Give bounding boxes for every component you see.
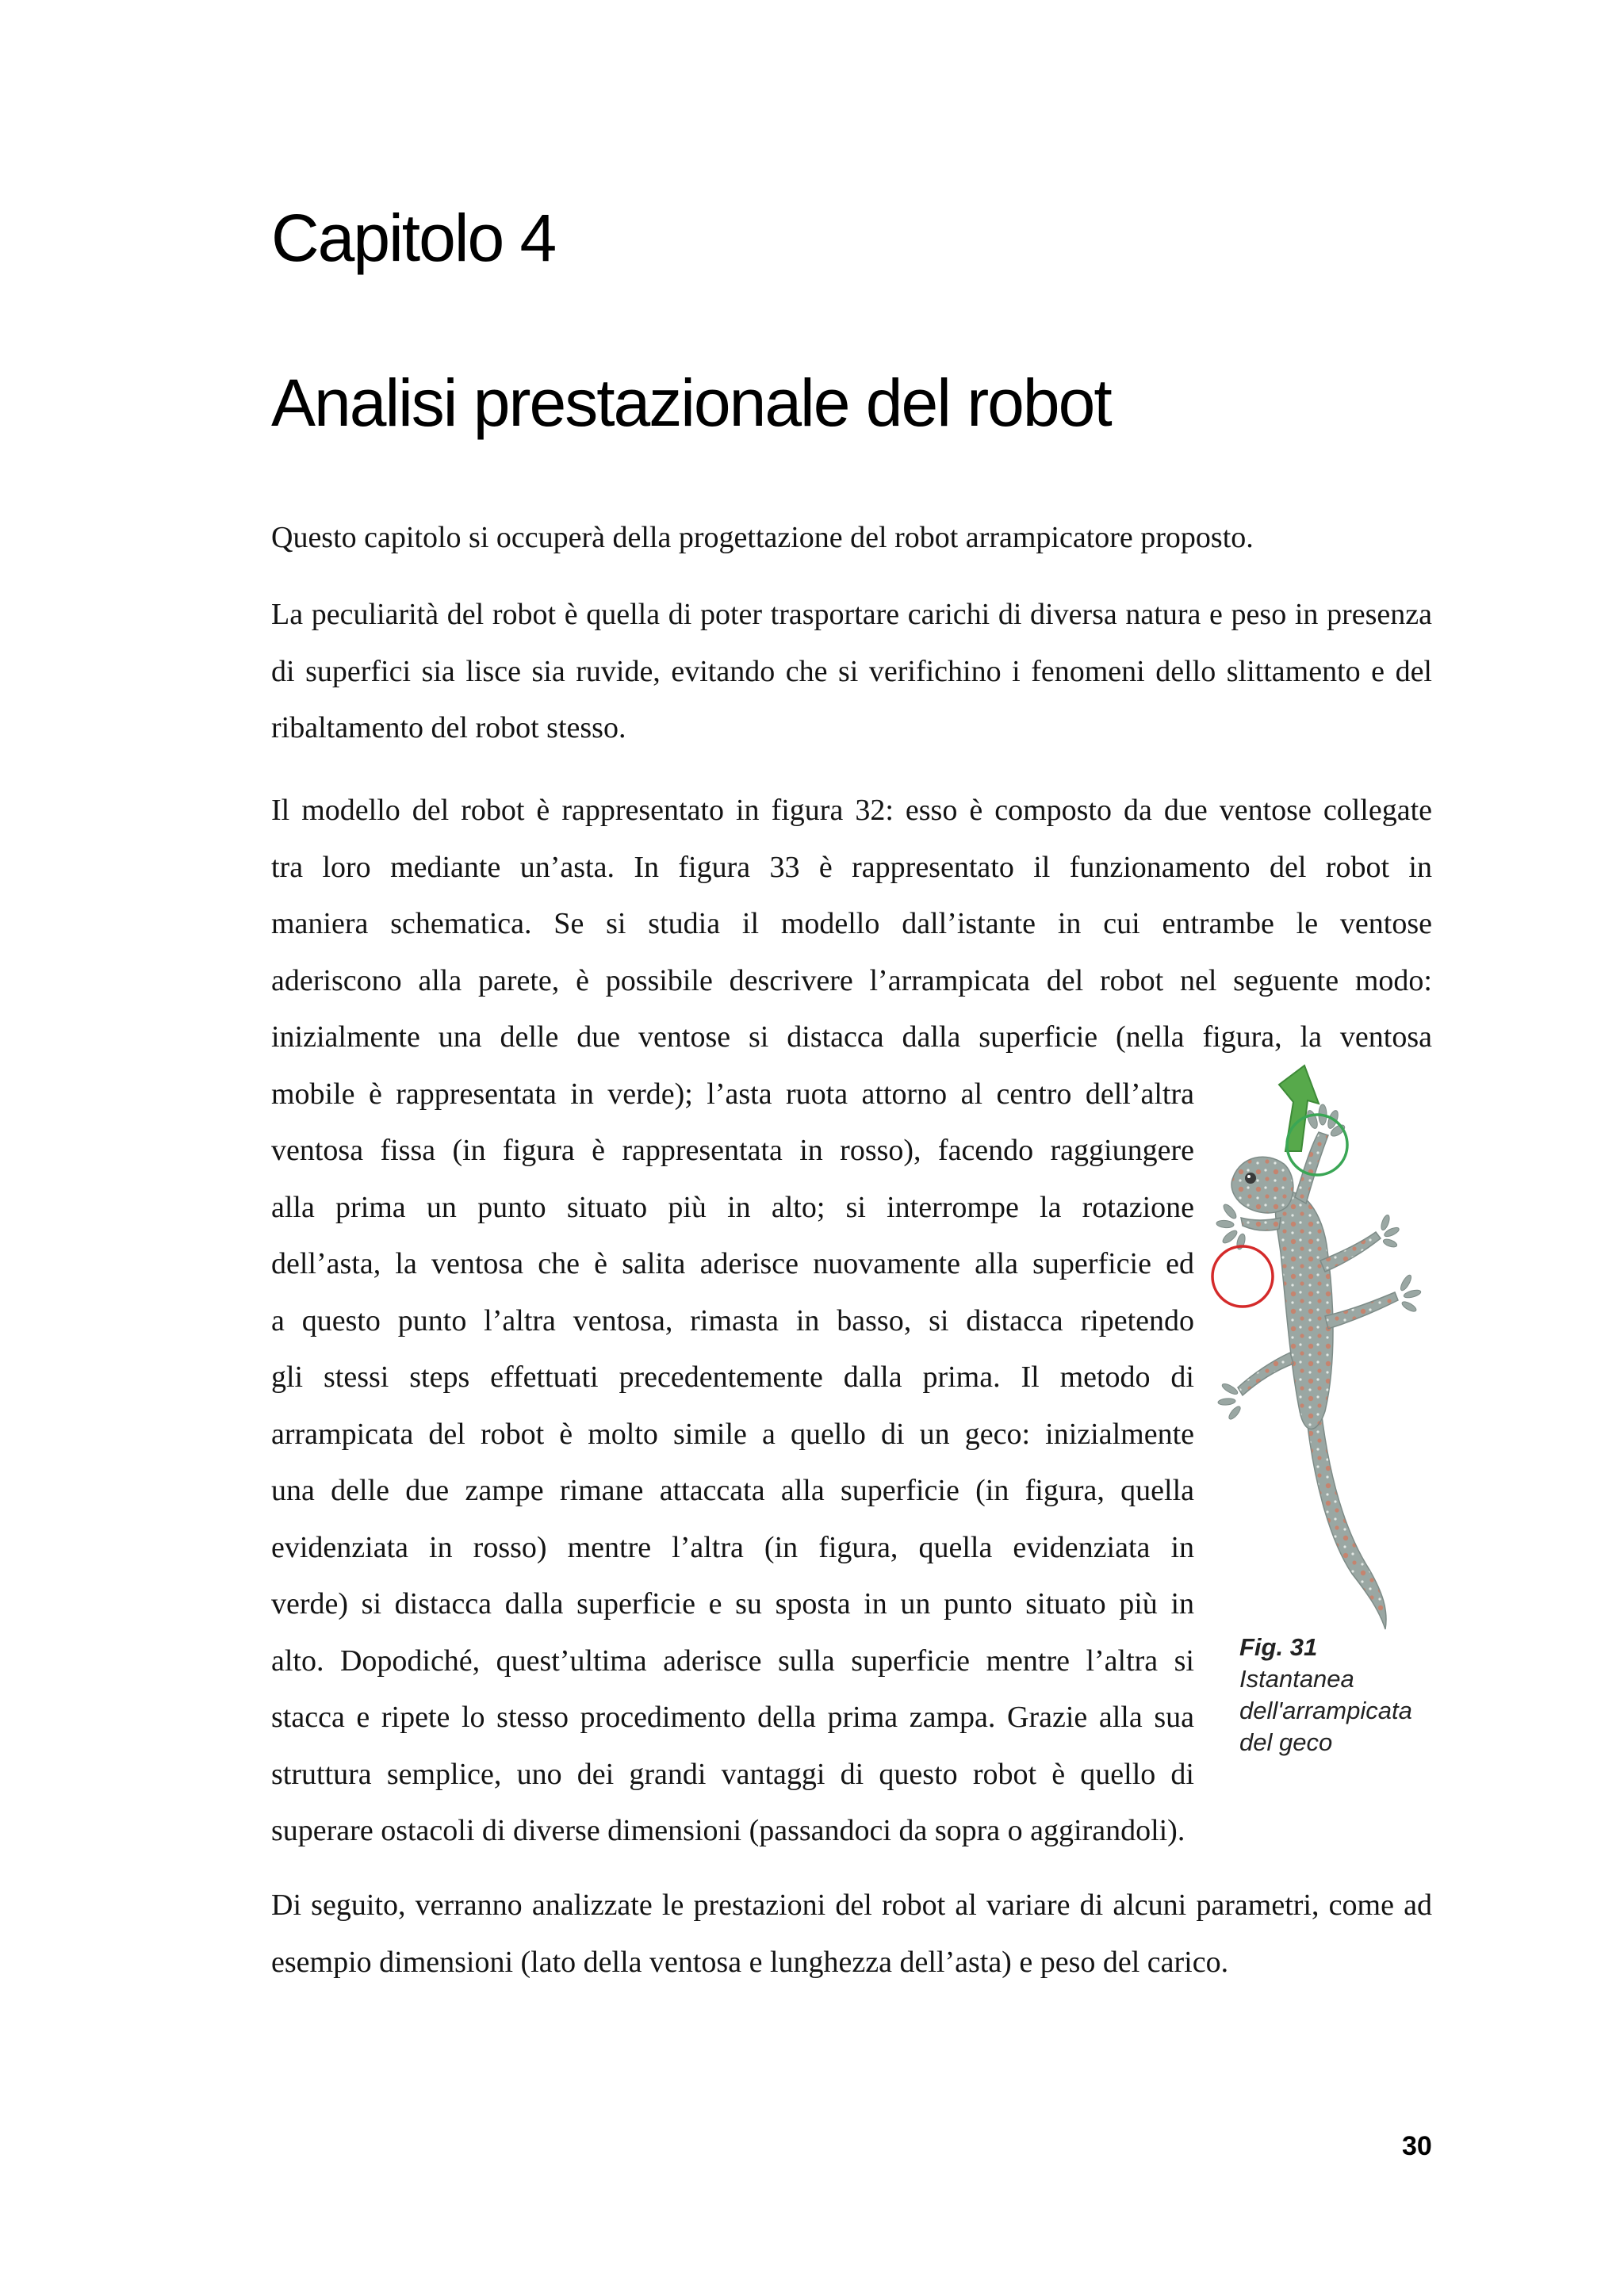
text-line: alla prima un punto situato più in alto; si interrompe la rotazione: [271, 1190, 1194, 1224]
gecko-hind-leg-right: [1325, 1292, 1398, 1329]
paragraph-intro: Questo capitolo si occuperà della progettazione del robot arrampicatore proposto.: [271, 521, 1254, 554]
gecko-hind-leg-left: [1238, 1353, 1293, 1395]
figure-caption-line: del geco: [1239, 1728, 1333, 1756]
paragraph-peculiarity: La peculiarità del robot è quella di poter trasportare carichi di diversa natura e peso in presenza di superfici sia lisce sia ruvide, evitando che si verifichino i fenomeni dello slittamento e del ribaltamento del robot stesso.: [271, 598, 1432, 744]
text-line: mobile è rappresentata in verde); l’asta ruota attorno al centro dell’altra: [271, 1077, 1194, 1111]
text-line: tra loro mediante un’asta. In figura 33 è rappresentato il funzionamento del robot in: [271, 850, 1432, 884]
chapter-title: Analisi prestazionale del robot: [271, 365, 1111, 440]
text-line: evidenziata in rosso) mentre l’altra (in figura, quella evidenziata in: [271, 1530, 1194, 1564]
figure-caption-line: Istantanea: [1239, 1665, 1354, 1693]
figure-caption: [1239, 1632, 1412, 1758]
gecko-body: [1275, 1192, 1333, 1429]
text-line: alto. Dopodiché, quest’ultima aderisce sulla superficie mentre l’altra si: [271, 1644, 1194, 1678]
paragraph-analysis-outline: Di seguito, verranno analizzate le prestazioni del robot al variare di alcuni parametri, come ad esempio dimensioni (lato della ventosa e lunghezza dell’asta) e peso del carico.: [271, 1888, 1432, 1979]
text-line: inizialmente una delle due ventose si distacca dalla superficie (nella figura, la ventosa: [271, 1020, 1432, 1054]
gecko-front-leg-fixed: [1241, 1218, 1281, 1230]
text-line: gli stessi steps effettuati precedentemente dalla prima. Il metodo di: [271, 1360, 1194, 1394]
text-line: dell’asta, la ventosa che è salita aderisce nuovamente alla superficie ed: [271, 1247, 1194, 1280]
text-line: stacca e ripete lo stesso procedimento della prima zampa. Grazie alla sua: [271, 1701, 1194, 1734]
gecko-foot-green: [1305, 1104, 1346, 1138]
chapter-label: Capitolo 4: [271, 201, 556, 275]
figure-number: Fig. 31: [1239, 1633, 1318, 1661]
gecko-foot-red: [1216, 1203, 1247, 1250]
gecko-illustration: [1201, 1062, 1439, 1641]
figure-caption-line: dell'arrampicata: [1239, 1697, 1412, 1724]
gecko-head: [1231, 1157, 1293, 1213]
red-highlight-circle: [1212, 1246, 1273, 1307]
text-line: struttura semplice, uno dei grandi vantaggi di questo robot è quello di: [271, 1757, 1194, 1791]
green-arrow-icon: [1279, 1066, 1319, 1151]
text-line: a questo punto l’altra ventosa, rimasta in basso, si distacca ripetendo: [271, 1303, 1194, 1337]
text-line: Il modello del robot è rappresentato in figura 32: esso è composto da due ventose collegate: [271, 794, 1432, 827]
text-line: una delle due zampe rimane attaccata alla superficie (in figura, quella: [271, 1474, 1194, 1507]
gecko-tail: [1306, 1403, 1386, 1629]
text-line: arrampicata del robot è molto simile a quello di un geco: inizialmente: [271, 1417, 1194, 1451]
text-line: aderiscono alla parete, è possibile descrivere l’arrampicata del robot nel seguente modo:: [271, 963, 1432, 997]
gecko-mid-leg-right: [1320, 1232, 1381, 1272]
text-line: verde) si distacca dalla superficie e su sposta in un punto situato più in: [271, 1587, 1194, 1621]
page-number: 30: [1402, 2131, 1432, 2161]
text-line: ventosa fissa (in figura è rappresentata in rosso), facendo raggiungere: [271, 1134, 1194, 1167]
text-line: maniera schematica. Se si studia il modello dall’istante in cui entrambe le ventose: [271, 907, 1432, 940]
text-line: superare ostacoli di diverse dimensioni (passandoci da sopra o aggirandoli).: [271, 1814, 1185, 1847]
